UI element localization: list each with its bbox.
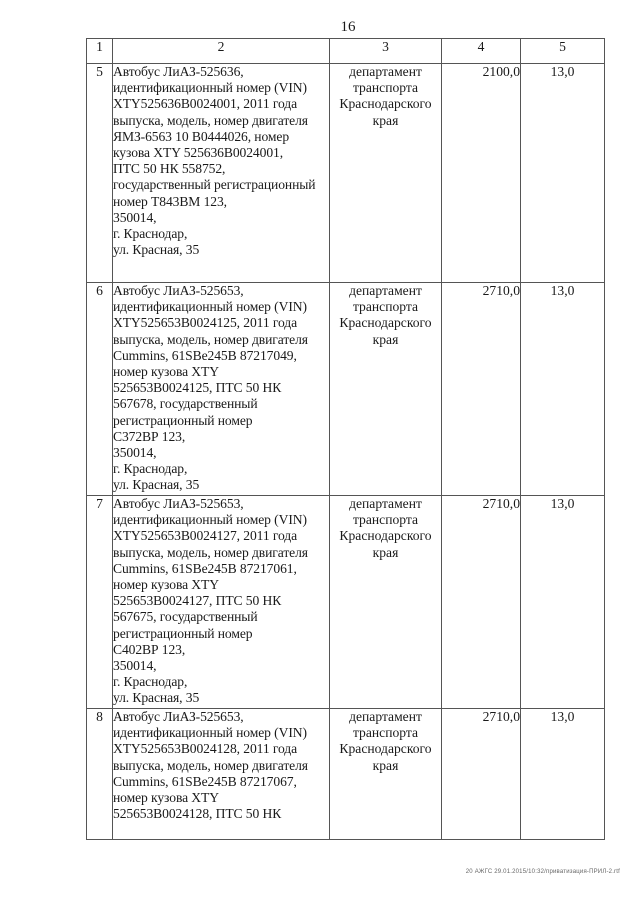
column-header-2: 2	[113, 39, 330, 64]
column-header-5: 5	[521, 39, 605, 64]
value-column-5: 13,0	[521, 496, 605, 709]
row-number: 7	[87, 496, 113, 709]
document-footer-stamp: 20 АЖГС 29.01.2015/10:32/приватизация-ПРИЛ-2.rtf	[465, 869, 620, 875]
page-number: 16	[340, 19, 356, 35]
value-column-4: 2710,0	[442, 709, 521, 840]
row-number: 5	[87, 64, 113, 283]
table-row	[87, 283, 605, 496]
value-column-4: 2100,0	[442, 64, 521, 283]
row-number: 8	[87, 709, 113, 840]
value-column-5: 13,0	[521, 64, 605, 283]
vehicle-description: Автобус ЛиАЗ-525653, идентификационный номер (VIN) XTY525653B0024125, 2011 года выпуска, модель, номер двигателя Cummins, 61SBe245B 87217049, номер кузова XTY 525653B0024125, ПТС 50 НК 567678, государственный регистрационный номер С372ВР 123, 350014, г. Краснодар, ул. Красная, 35	[113, 283, 330, 496]
column-header-1: 1	[87, 39, 113, 64]
value-column-5: 13,0	[521, 283, 605, 496]
table-row	[87, 709, 605, 840]
table-header-row	[87, 39, 605, 64]
column-header-4: 4	[442, 39, 521, 64]
value-column-4: 2710,0	[442, 496, 521, 709]
value-column-5: 13,0	[521, 709, 605, 840]
owner-department: департамент транспорта Краснодарского края	[330, 283, 442, 496]
value-column-4: 2710,0	[442, 283, 521, 496]
owner-department: департамент транспорта Краснодарского края	[330, 496, 442, 709]
owner-department: департамент транспорта Краснодарского края	[330, 709, 442, 840]
table-row	[87, 496, 605, 709]
vehicle-description: Автобус ЛиАЗ-525636, идентификационный номер (VIN) XTY525636B0024001, 2011 года выпуска, модель, номер двигателя ЯМЗ-6563 10 B0444026, номер кузова XTY 525636B0024001, ПТС 50 НК 558752, государственный регистрационный номер Т843ВМ 123, 350014, г. Краснодар, ул. Красная, 35	[113, 64, 330, 283]
column-header-3: 3	[330, 39, 442, 64]
vehicle-description: Автобус ЛиАЗ-525653, идентификационный номер (VIN) XTY525653B0024127, 2011 года выпуска, модель, номер двигателя Cummins, 61SBe245B 87217061, номер кузова XTY 525653B0024127, ПТС 50 НК 567675, государственный регистрационный номер С402ВР 123, 350014, г. Краснодар, ул. Красная, 35	[113, 496, 330, 709]
vehicle-description: Автобус ЛиАЗ-525653, идентификационный номер (VIN) XTY525653B0024128, 2011 года выпуска, модель, номер двигателя Cummins, 61SBe245B 87217067, номер кузова XTY 525653B0024128, ПТС 50 НК	[113, 709, 330, 840]
row-number: 6	[87, 283, 113, 496]
property-table	[86, 38, 605, 840]
owner-department: департамент транспорта Краснодарского края	[330, 64, 442, 283]
table-row	[87, 64, 605, 283]
